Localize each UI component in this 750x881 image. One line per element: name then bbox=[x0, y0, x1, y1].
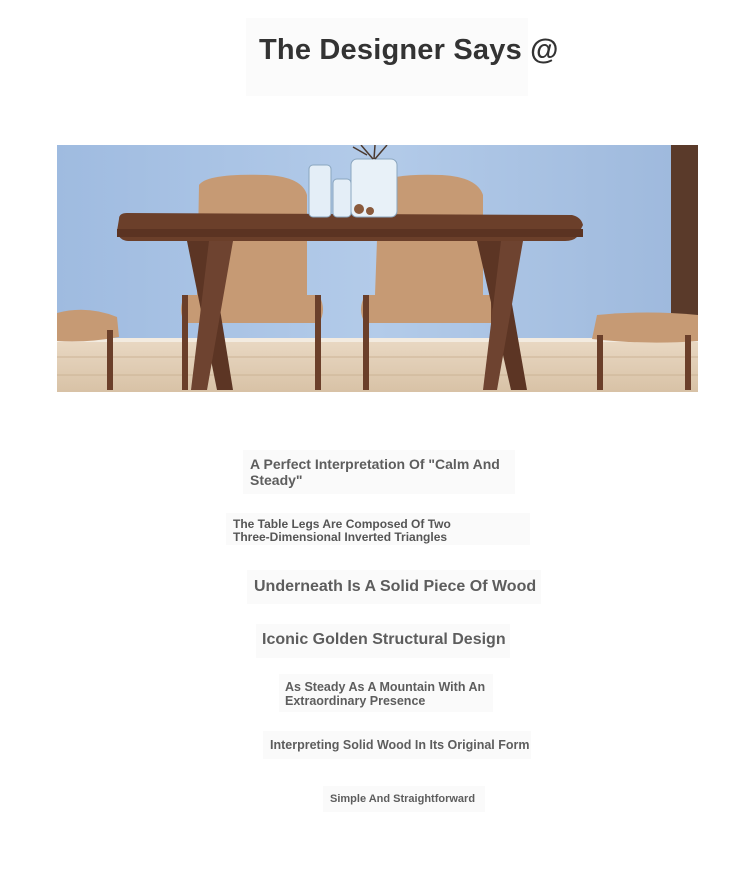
dining-set-illustration bbox=[57, 145, 698, 392]
page-title: The Designer Says @ bbox=[259, 34, 559, 66]
feature-original-form: Interpreting Solid Wood In Its Original Form bbox=[270, 738, 530, 752]
hero-image bbox=[57, 145, 698, 392]
feature-steady-mountain: As Steady As A Mountain With An Extraordinary Presence bbox=[285, 680, 486, 709]
feature-simple: Simple And Straightforward bbox=[330, 793, 476, 805]
feature-golden-structure: Iconic Golden Structural Design bbox=[262, 631, 506, 648]
feature-calm-steady: A Perfect Interpretation Of "Calm And Steady" bbox=[250, 456, 500, 489]
feature-solid-wood: Underneath Is A Solid Piece Of Wood bbox=[254, 578, 537, 595]
feature-table-legs: The Table Legs Are Composed Of Two Three-Dimensional Inverted Triangles bbox=[233, 517, 451, 544]
